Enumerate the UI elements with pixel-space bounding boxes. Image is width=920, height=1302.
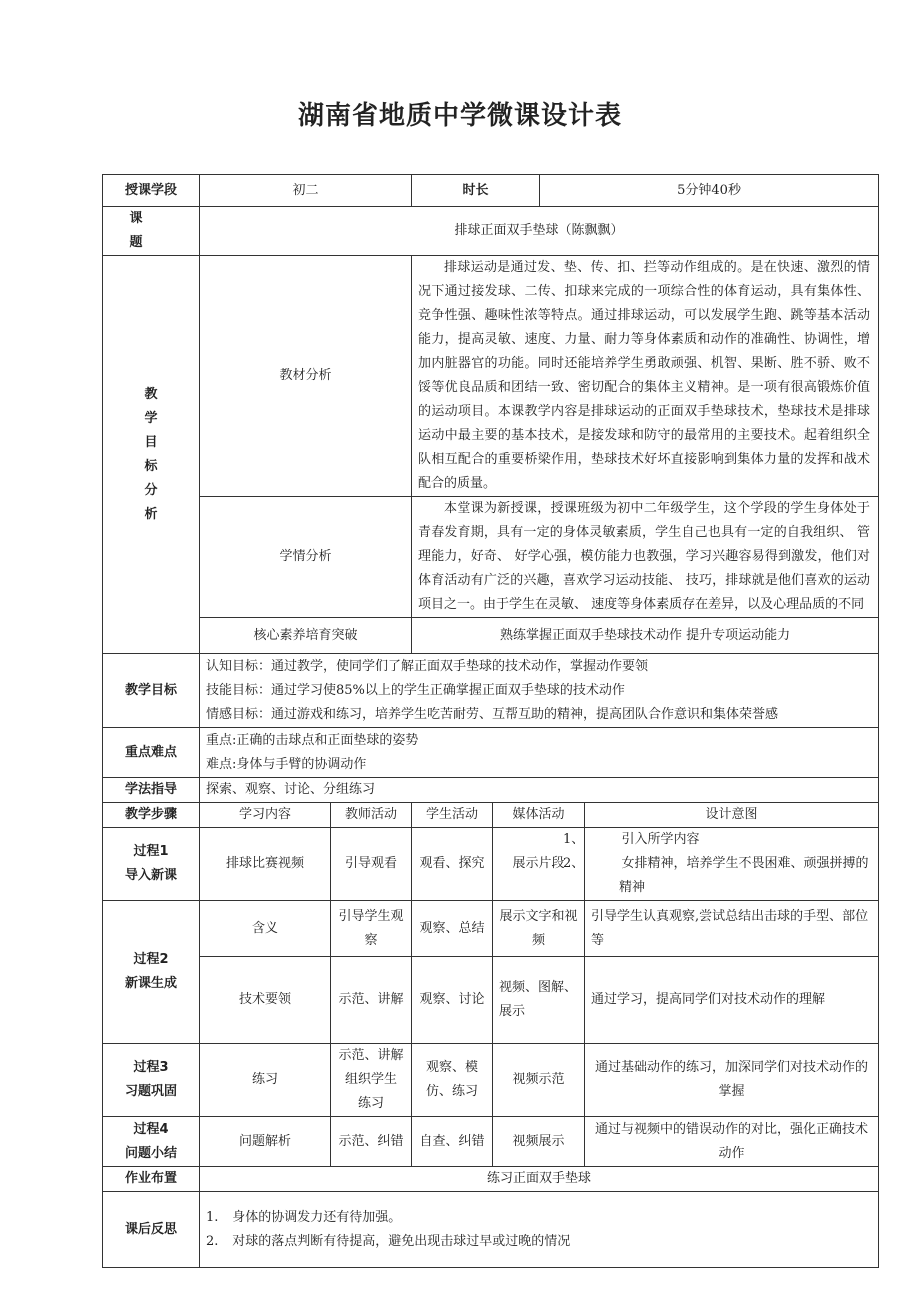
keypoint-focus: 重点:正确的击球点和正面垫球的姿势 [206, 732, 419, 748]
student-analysis-text: 本堂课为新授课，授课班级为初中二年级学生，这个学段的学生身体处于青春发育期，具有一定的身体灵敏素质，学生自己也具有一定的自我组织、 管理能力，好奇、 好学心强，模仿能力也教强，学习兴趣容易得到激发，他们对体育活动有广泛的兴趣，喜欢学习运动技能、 技巧，排球就是他们喜欢的运动项目之一。由于学生在灵敏、 速度等身体素质存在差异，以及心理品质的不同 [412, 497, 879, 618]
row-process-4 [103, 1117, 879, 1167]
process-3-intent: 通过基础动作的练习，加深同学们对技术动作的掌握 [585, 1044, 879, 1117]
duration-value: 5分钟40秒 [540, 175, 879, 207]
topic-value: 排球正面双手垫球（陈飘飘） [200, 207, 879, 256]
process-3-media: 视频示范 [493, 1044, 585, 1117]
process-2a-media: 展示文字和视频 [493, 901, 585, 957]
topic-label: 课 题 [103, 207, 200, 256]
row-student-analysis [103, 497, 879, 618]
objective-skill: 技能目标：通过学习使85%以上的学生正确掌握正面双手垫球的技术动作 [206, 682, 625, 698]
process-1-teacher: 引导观看 [331, 828, 412, 901]
objective-emotion: 情感目标：通过游戏和练习，培养学生吃苦耐劳、互帮互助的精神，提高团队合作意识和集体荣誉感 [206, 706, 779, 722]
process-2b-student: 观察、讨论 [412, 957, 493, 1044]
material-analysis-text: 排球运动是通过发、垫、传、扣、拦等动作组成的。是在快速、激烈的情况下通过接发球、二传、扣球来完成的一项综合性的体育运动，具有集体性、竞争性强、趣味性浓等特点。通过排球运动，可以发展学生跑、跳等基本活动能力，提高灵敏、速度、力量、耐力等身体素质和动作的准确性、协调性，增加内脏器官的功能。同时还能培养学生勇敢顽强、机智、果断、胜不骄、败不馁等优良品质和团结一致、密切配合的集体主义精神。是一项有很高锻炼价值的运动项目。本课教学内容是排球运动的正面双手垫球技术，垫球技术是排球运动中最主要的基本技术，是接发球和防守的最常用的主要技术。起着组织全队相互配合的重要桥梁作用，垫球技术好坏直接影响到集体力量的发挥和战术配合的质量。 [412, 256, 879, 497]
header-teacher: 教师活动 [331, 803, 412, 828]
process-4-content: 问题解析 [200, 1117, 331, 1167]
keypoints-text [200, 728, 879, 778]
method-label: 学法指导 [103, 778, 200, 803]
process-1-media: 展示片段 [493, 828, 585, 901]
process-2b-content: 技术要领 [200, 957, 331, 1044]
header-intent: 设计意图 [585, 803, 879, 828]
reflection-label: 课后反思 [103, 1192, 200, 1268]
reflection-text: 1. 身体的协调发力还有待加强。 2. 对球的落点判断有待提高，避免出现击球过早或过晚的情况 [200, 1192, 879, 1268]
process-3-label: 过程3 习题巩固 [103, 1044, 200, 1117]
row-grade-duration [103, 175, 879, 207]
process-4-student: 自查、纠错 [412, 1117, 493, 1167]
core-literacy-text: 熟练掌握正面双手垫球技术动作 提升专项运动能力 [412, 618, 879, 654]
student-analysis-label: 学情分析 [200, 497, 412, 618]
process-2-label: 过程2 新课生成 [103, 901, 200, 1044]
steps-label: 教学步骤 [103, 803, 200, 828]
core-literacy-label: 核心素养培育突破 [200, 618, 412, 654]
process-4-media: 视频展示 [493, 1117, 585, 1167]
grade-label: 授课学段 [103, 175, 200, 207]
lesson-design-table [102, 174, 879, 1268]
header-content: 学习内容 [200, 803, 331, 828]
process-3-student: 观察、模仿、练习 [412, 1044, 493, 1117]
method-value: 探索、观察、讨论、分组练习 [200, 778, 879, 803]
process-2b-teacher: 示范、讲解 [331, 957, 412, 1044]
row-method [103, 778, 879, 803]
homework-value: 练习正面双手垫球 [200, 1167, 879, 1192]
process-1-content: 排球比赛视频 [200, 828, 331, 901]
grade-value: 初二 [200, 175, 412, 207]
row-objectives [103, 654, 879, 728]
row-core-literacy [103, 618, 879, 654]
process-2a-teacher: 引导学生观察 [331, 901, 412, 957]
process-2b-media: 视频、图解、展示 [493, 957, 585, 1044]
process-1-student: 观看、探究 [412, 828, 493, 901]
row-topic [103, 207, 879, 256]
row-reflection [103, 1192, 879, 1268]
row-material-analysis [103, 256, 879, 497]
duration-label: 时长 [412, 175, 540, 207]
process-3-teacher: 示范、讲解 组织学生 练习 [331, 1044, 412, 1117]
analysis-label: 教 学 目 标 分 析 [103, 256, 200, 654]
process-2a-intent: 引导学生认真观察,尝试总结出击球的手型、部位等 [585, 901, 879, 957]
keypoint-difficulty: 难点:身体与手臂的协调动作 [206, 756, 367, 772]
row-homework [103, 1167, 879, 1192]
page-title: 湖南省地质中学微课设计表 [297, 101, 622, 131]
process-3-content: 练习 [200, 1044, 331, 1117]
process-4-teacher: 示范、纠错 [331, 1117, 412, 1167]
row-process-2a [103, 901, 879, 957]
homework-label: 作业布置 [103, 1167, 200, 1192]
objectives-label: 教学目标 [103, 654, 200, 728]
header-student: 学生活动 [412, 803, 493, 828]
row-steps-header [103, 803, 879, 828]
row-keypoints [103, 728, 879, 778]
objective-cognitive: 认知目标：通过教学，使同学们了解正面双手垫球的技术动作，掌握动作要领 [206, 658, 649, 674]
process-2b-intent: 通过学习，提高同学们对技术动作的理解 [585, 957, 879, 1044]
row-process-1 [103, 828, 879, 901]
material-analysis-label: 教材分析 [200, 256, 412, 497]
process-2a-content: 含义 [200, 901, 331, 957]
row-process-2b [103, 957, 879, 1044]
process-4-label: 过程4 问题小结 [103, 1117, 200, 1167]
process-1-label: 过程1 导入新课 [103, 828, 200, 901]
objectives-text [200, 654, 879, 728]
process-1-intent: 1、 引入所学内容 2、 女排精神，培养学生不畏困难、顽强拼搏的精神 [585, 828, 879, 901]
keypoints-label: 重点难点 [103, 728, 200, 778]
process-4-intent: 通过与视频中的错误动作的对比，强化正确技术动作 [585, 1117, 879, 1167]
process-2a-student: 观察、总结 [412, 901, 493, 957]
header-media: 媒体活动 [493, 803, 585, 828]
row-process-3 [103, 1044, 879, 1117]
